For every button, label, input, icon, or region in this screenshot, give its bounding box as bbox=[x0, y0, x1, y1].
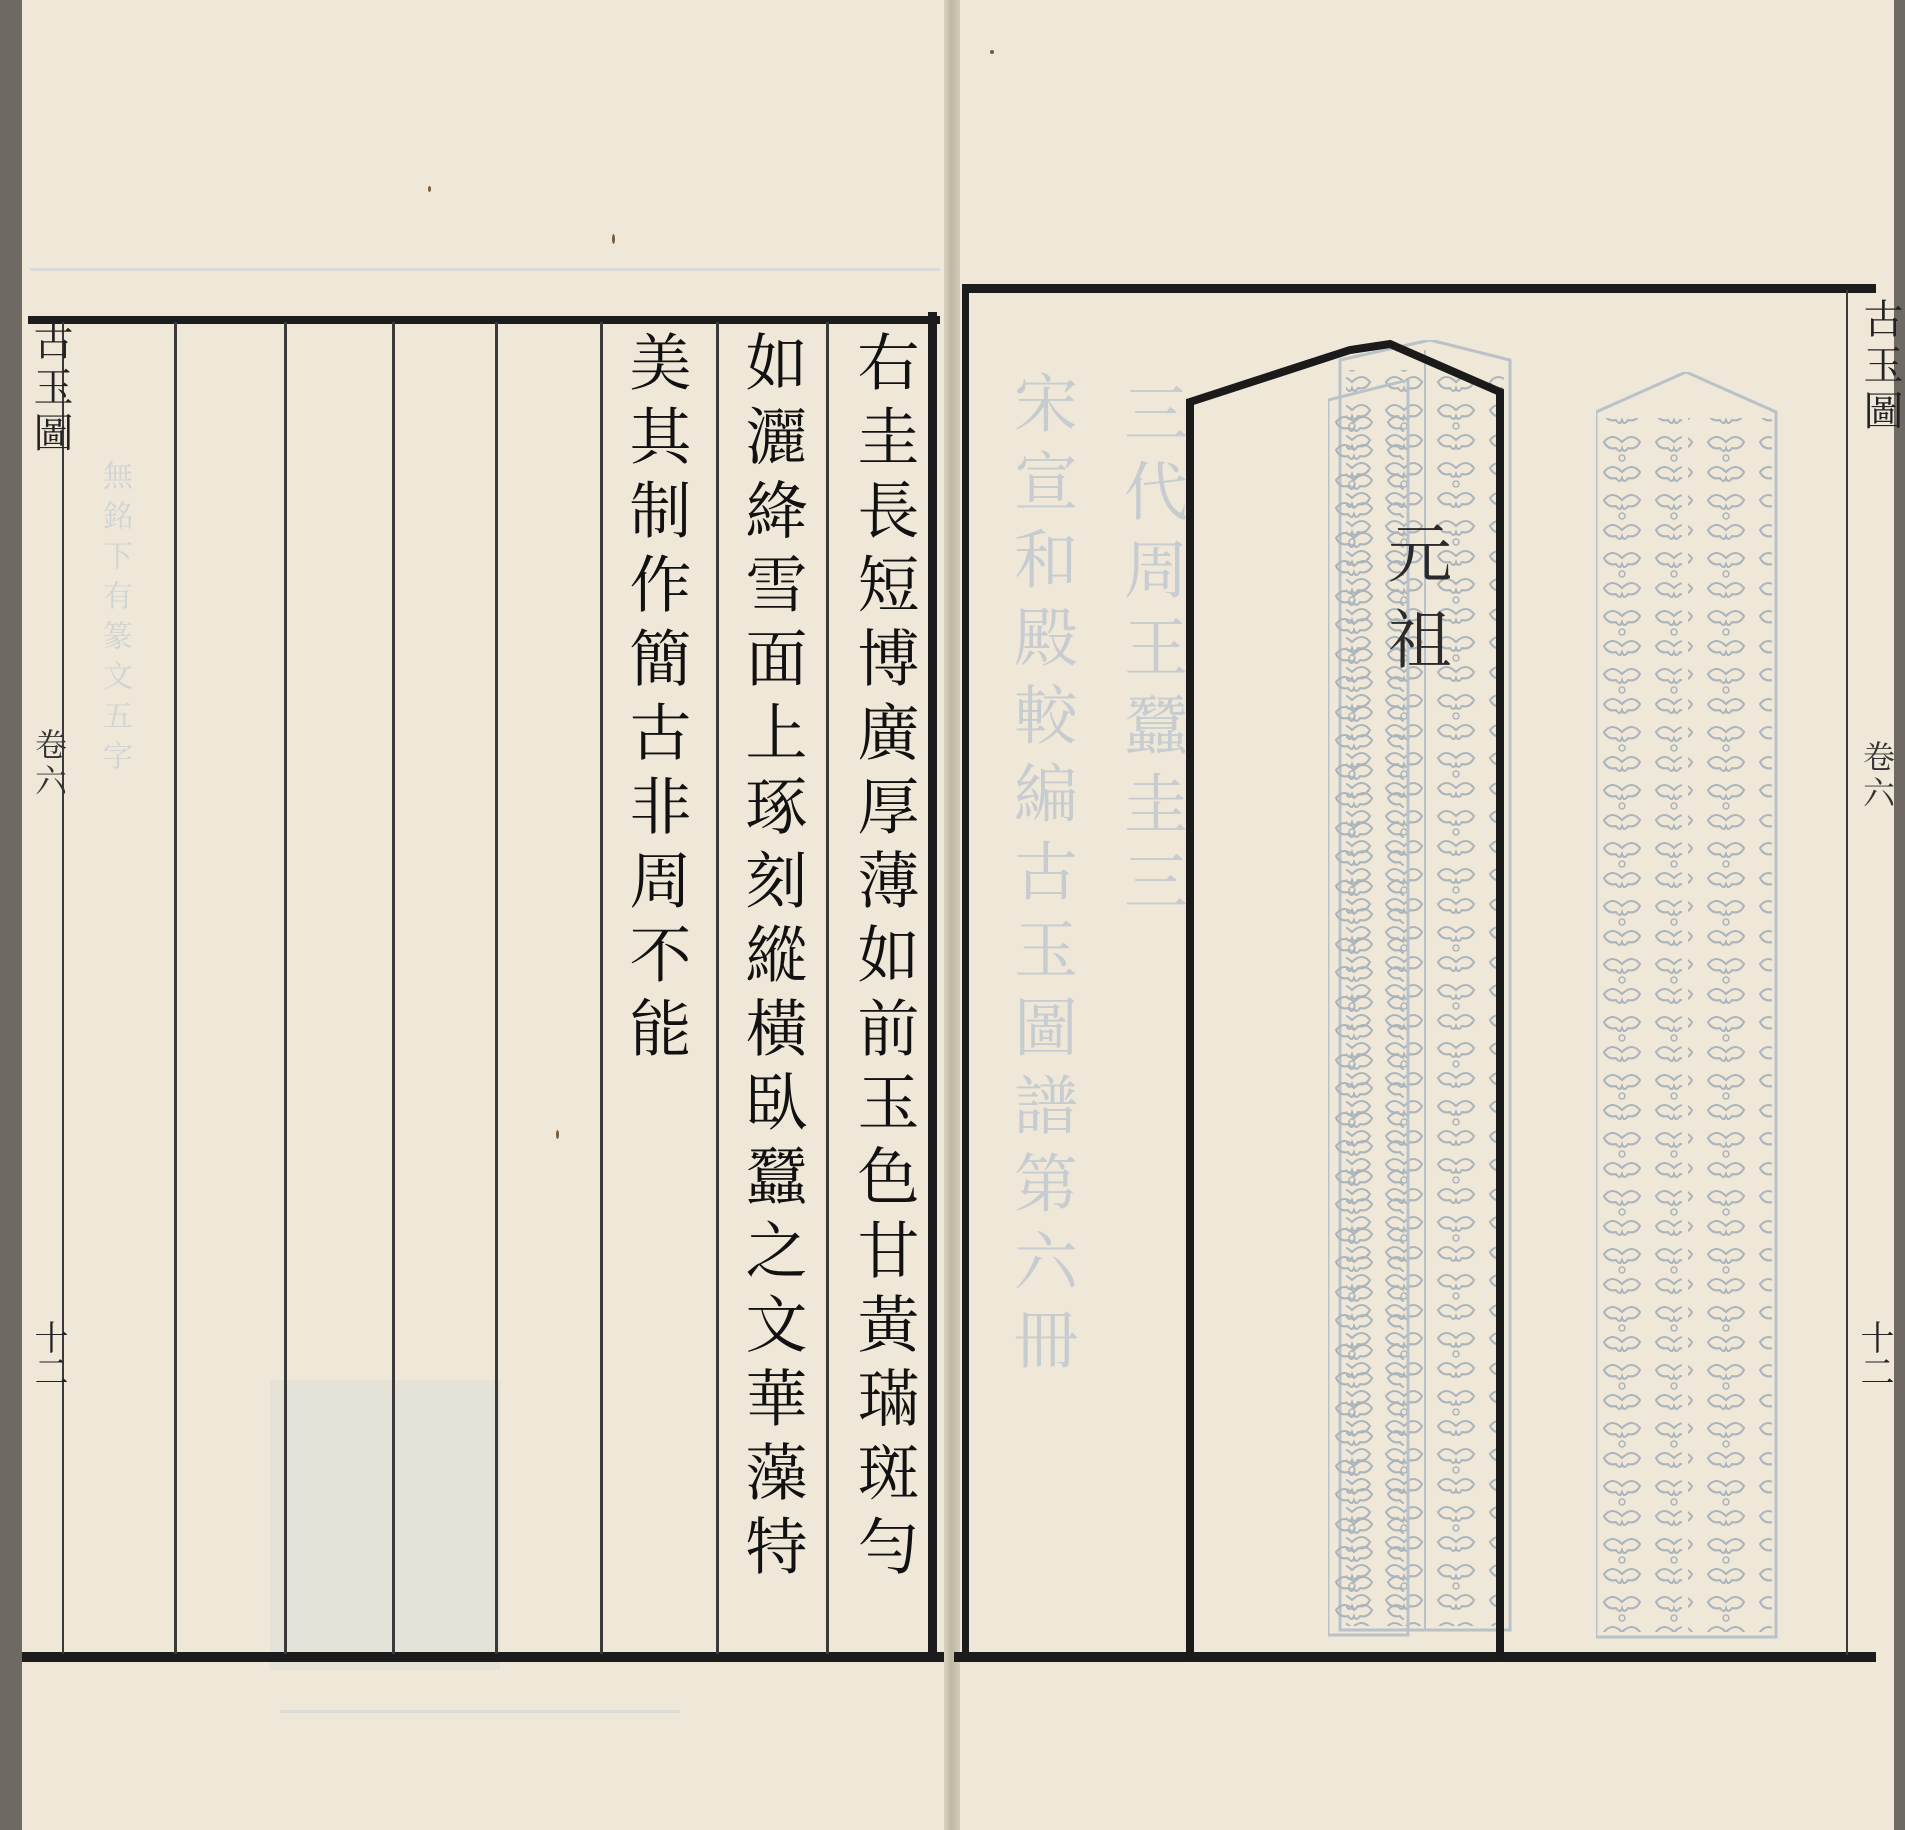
column-rule bbox=[62, 322, 64, 1654]
bleed-rule bbox=[30, 268, 940, 271]
margin-volume: 卷六 bbox=[30, 728, 68, 800]
pattern-side-panel bbox=[1596, 372, 1806, 1642]
column-rule bbox=[174, 322, 177, 1654]
margin-page-number-right: 十二 bbox=[1854, 1320, 1894, 1388]
column-rule bbox=[716, 322, 719, 1654]
margin-title-right: 古玉圖 bbox=[1857, 298, 1903, 436]
column-rule bbox=[284, 322, 287, 1654]
margin-page-number: 十二 bbox=[28, 1320, 68, 1388]
margin-volume-right: 卷六 bbox=[1858, 740, 1896, 812]
paper-speck bbox=[612, 234, 615, 244]
left-top-border bbox=[28, 316, 940, 324]
column-rule bbox=[392, 322, 395, 1654]
column-rule bbox=[826, 322, 829, 1654]
right-inner-rule bbox=[1846, 290, 1848, 1655]
right-outer-border bbox=[962, 284, 969, 1656]
bleed-rule bbox=[280, 1710, 680, 1713]
bleed-note: 無銘下有篆文五字 bbox=[97, 460, 132, 780]
right-top-border bbox=[964, 284, 1876, 293]
left-outer-border bbox=[928, 312, 937, 1657]
book-gutter bbox=[944, 0, 960, 1830]
column-rule bbox=[495, 322, 498, 1654]
paper-speck bbox=[556, 1130, 559, 1139]
bleed-heading: 三代周王蠶圭三 bbox=[1113, 380, 1187, 926]
gui-inscription: 元祖 bbox=[1377, 520, 1451, 692]
left-bottom-border bbox=[22, 1652, 944, 1662]
paper-speck bbox=[990, 50, 994, 54]
column-rule bbox=[600, 322, 603, 1654]
text-column-2: 如灑絳雪面上琢刻縱橫臥蠶之文華藻特 bbox=[735, 330, 808, 1588]
text-column-1: 右圭長短博廣厚薄如前玉色甘黃璊斑勻 bbox=[847, 330, 920, 1588]
bleed-pattern bbox=[270, 1380, 500, 1670]
paper-speck bbox=[428, 186, 431, 192]
margin-title: 古玉圖 bbox=[27, 320, 73, 458]
bleed-series: 宋宣和殿較編古玉圖譜第六冊 bbox=[1003, 370, 1077, 1384]
text-column-3: 美其制作簡古非周不能 bbox=[619, 330, 692, 1070]
